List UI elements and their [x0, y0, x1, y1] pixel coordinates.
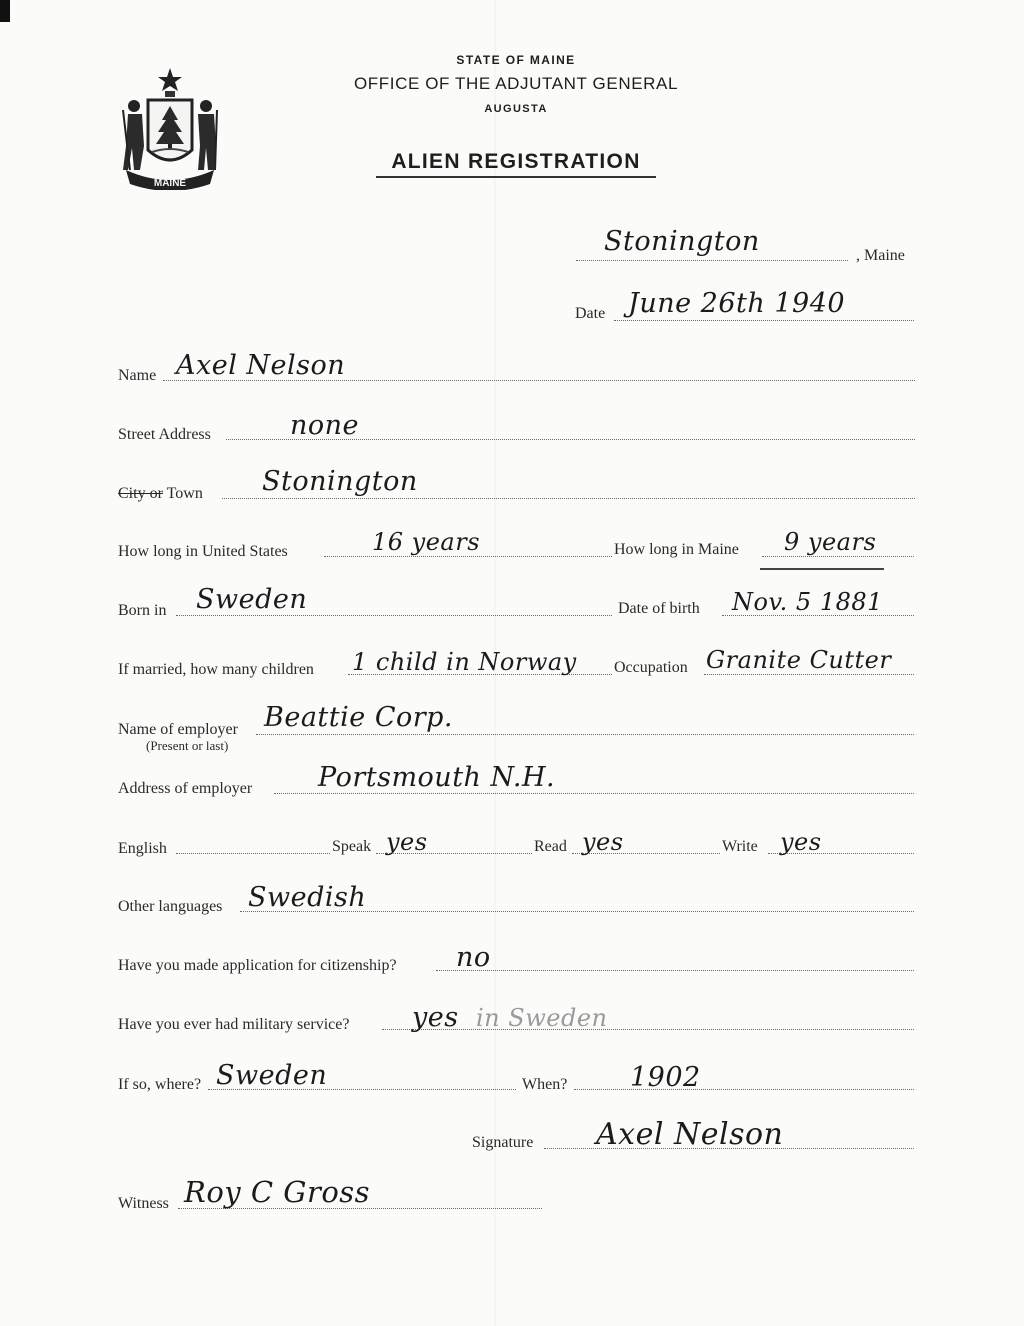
- where-label: If so, where?: [118, 1076, 202, 1093]
- where-value: Sweden: [216, 1060, 328, 1091]
- children-value: 1 child in Norway: [352, 648, 577, 676]
- speak-value: yes: [386, 828, 428, 856]
- dob-value: Nov. 5 1881: [732, 588, 883, 616]
- maine-years-value: 9 years: [784, 528, 877, 556]
- military-value-faint: in Sweden: [476, 1004, 608, 1032]
- military-label: Have you ever had military service?: [118, 1016, 350, 1033]
- employer-address-label: Address of employer: [118, 780, 253, 797]
- date-label: Date: [575, 305, 606, 322]
- citizenship-label: Have you made application for citizenship?: [118, 957, 397, 974]
- military-line: [382, 1029, 914, 1030]
- us-years-label: How long in United States: [118, 543, 288, 560]
- header-city: AUGUSTA: [484, 103, 548, 115]
- maine-years-label: How long in Maine: [614, 541, 739, 558]
- witness-label: Witness: [118, 1195, 169, 1212]
- city-value: Stonington: [262, 466, 418, 497]
- military-value: yes: [412, 1002, 459, 1033]
- town-line: [576, 260, 848, 261]
- speak-label: Speak: [332, 838, 372, 855]
- scan-edge: [0, 0, 10, 22]
- when-value: 1902: [630, 1062, 701, 1093]
- born-value: Sweden: [196, 584, 308, 615]
- state-of-maine-seal-icon: [118, 66, 222, 190]
- maine-years-line: [762, 556, 914, 557]
- city-label-struck: City or: [118, 485, 163, 502]
- name-label: Name: [118, 367, 157, 384]
- when-label: When?: [522, 1076, 568, 1093]
- employer-line: [256, 734, 914, 735]
- employer-address-line: [274, 793, 914, 794]
- other-lang-value: Swedish: [248, 882, 367, 913]
- read-label: Read: [534, 838, 567, 855]
- dob-label: Date of birth: [618, 600, 700, 617]
- town-value: Stonington: [604, 226, 760, 257]
- write-label: Write: [722, 838, 758, 855]
- occupation-value: Granite Cutter: [706, 646, 892, 674]
- employer-address-value: Portsmouth N.H.: [318, 762, 556, 793]
- employer-value: Beattie Corp.: [264, 702, 454, 733]
- born-label: Born in: [118, 602, 167, 619]
- occupation-label: Occupation: [614, 659, 688, 676]
- state-suffix: , Maine: [856, 247, 905, 264]
- street-value: none: [290, 410, 360, 441]
- name-value: Axel Nelson: [176, 350, 346, 381]
- form-title: ALIEN REGISTRATION: [391, 150, 641, 173]
- street-label: Street Address: [118, 426, 211, 443]
- maine-years-underline: [760, 568, 884, 570]
- write-value: yes: [780, 828, 822, 856]
- employer-label: Name of employer: [118, 721, 238, 738]
- employer-sublabel: (Present or last): [146, 738, 229, 753]
- header-state: STATE OF MAINE: [456, 53, 576, 67]
- read-value: yes: [582, 828, 624, 856]
- other-lang-label: Other languages: [118, 898, 223, 915]
- city-label: [118, 485, 203, 503]
- svg-text:MAINE: MAINE: [153, 178, 187, 189]
- citizenship-line: [436, 970, 914, 971]
- signature-label: Signature: [472, 1134, 534, 1151]
- witness-value: Roy C Gross: [184, 1175, 371, 1209]
- city-line: [222, 498, 915, 499]
- occupation-line: [704, 674, 914, 675]
- english-line: [176, 853, 330, 854]
- when-line: [574, 1089, 914, 1090]
- date-value: June 26th 1940: [628, 288, 846, 319]
- us-years-line: [324, 556, 612, 557]
- header-office: OFFICE OF THE ADJUTANT GENERAL: [353, 74, 679, 93]
- signature-value: Axel Nelson: [596, 1117, 784, 1152]
- english-label: English: [118, 840, 167, 857]
- children-label: If married, how many children: [118, 661, 314, 678]
- us-years-value: 16 years: [372, 528, 481, 556]
- title-underline: [376, 176, 656, 178]
- date-line: [614, 320, 914, 321]
- born-line: [176, 615, 612, 616]
- town-label: Town: [166, 485, 203, 502]
- citizenship-value: no: [456, 942, 491, 973]
